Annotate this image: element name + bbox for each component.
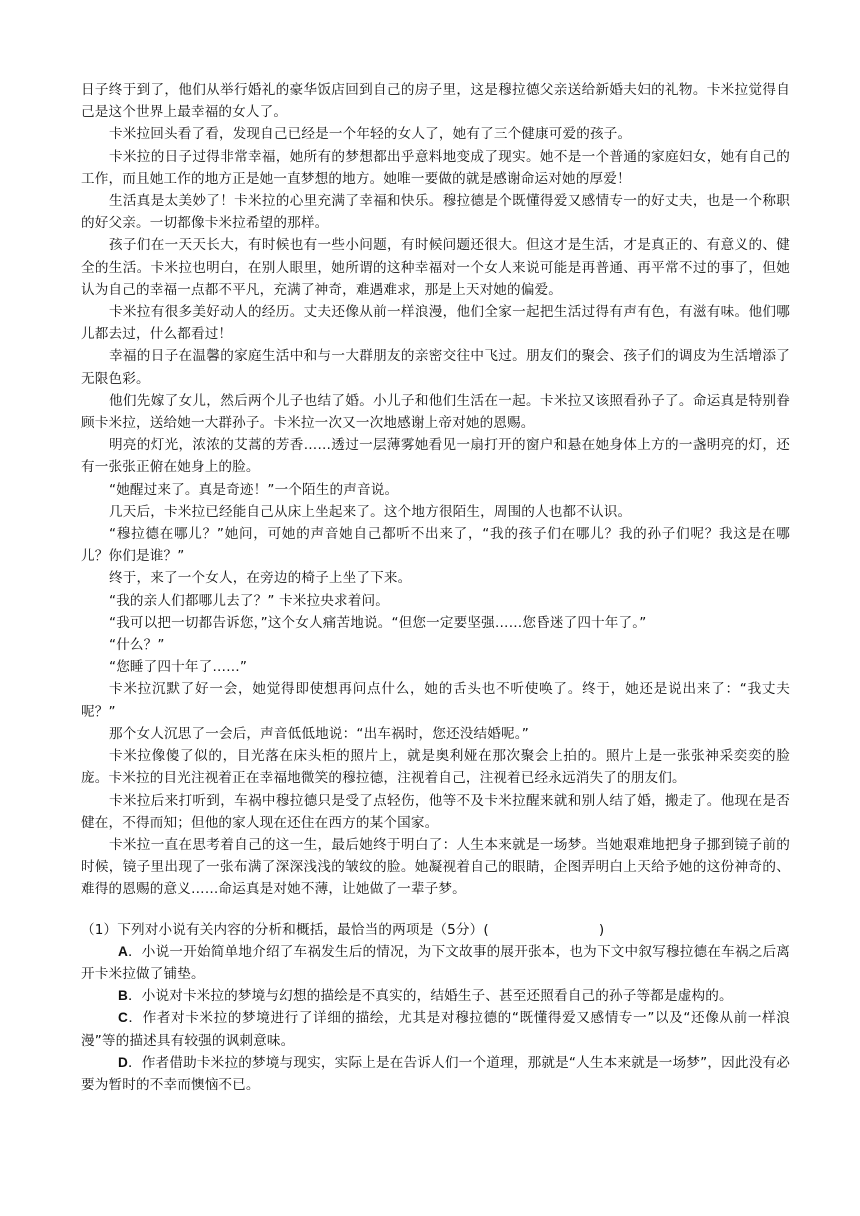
story-paragraph: 卡米拉回头看了看，发现自己已经是一个年轻的女人了，她有了三个健康可爱的孩子。 — [109, 126, 632, 143]
option-b — [81, 985, 790, 1007]
story-paragraph: “我可以把一切都告诉您，”这个女人痛苦地说。“但您一定要坚强……您昏迷了四十年了。” — [109, 614, 647, 631]
story-paragraph: “她醒过来了。真是奇迹！”一个陌生的声音说。 — [109, 481, 399, 498]
story-paragraph: 卡米拉一直在思考着自己的这一生，最后她终于明白了：人生本来就是一场梦。当她艰难地把身子挪到镜子前的时候，镜子里出现了一张布满了深深浅浅的皱纹的脸。她凝视着自己的眼睛，企图弄明白上天给予她的这份神奇的、难得的恩赐的意义……命运真是对她不薄，让她做了一辈子梦。 — [81, 836, 790, 898]
story-paragraph: 明亮的灯光，浓浓的艾蒿的芳香……透过一层薄雾她看见一扇打开的窗户和悬在她身体上方的一盏明亮的灯，还有一张张正俯在她身上的脸。 — [81, 437, 790, 476]
story-paragraph: 卡米拉像傻了似的，目光落在床头柜的照片上，就是奥利娅在那次聚会上拍的。照片上是一张张神采奕奕的脸庞。卡米拉的目光注视着正在幸福地微笑的穆拉德，注视着自己，注视着已经永远消失了的朋友们。 — [81, 748, 790, 787]
story-paragraph: 那个女人沉思了一会后，声音低低地说：“出车祸时，您还没结婚呢。” — [109, 725, 529, 742]
option-d — [81, 1052, 790, 1096]
option-text: ．小说对卡米拉的梦境与幻想的描绘是不真实的，结婚生子、甚至还照看自己的孙子等都是虚构的。 — [127, 988, 733, 1005]
story-paragraph: “什么？” — [109, 637, 165, 654]
story-paragraph: 他们先嫁了女儿，然后两个儿子也结了婚。小儿子和他们生活在一起。卡米拉又该照看孙子了。命运真是特别眷顾卡米拉，送给她一大群孙子。卡米拉一次又一次地感谢上帝对她的恩赐。 — [81, 392, 790, 432]
question-title — [81, 919, 790, 941]
option-text: ．作者借助卡米拉的梦境与现实，实际上是在告诉人们一个道理，那就是“人生本来就是一场梦”，因此没有必要为暂时的不幸而懊恼不已。 — [81, 1054, 790, 1093]
option-letter: A — [118, 943, 128, 959]
option-text: ．小说一开始简单地介绍了车祸发生后的情况，为下文故事的展开张本，也为下文中叙写穆拉德在车祸之后离开卡米拉做了铺垫。 — [81, 943, 790, 982]
option-letter: B — [118, 988, 128, 1004]
story-paragraph: “穆拉德在哪儿？”她问，可她的声音她自己都听不出来了，“我的孩子们在哪儿？我的孙子们呢？我这是在哪儿？你们是谁？” — [81, 526, 790, 565]
option-letter: C — [118, 1010, 128, 1026]
story-paragraph: “您睡了四十年了……” — [109, 659, 248, 676]
story-paragraph: 终于，来了一个女人，在旁边的椅子上坐了下来。 — [109, 570, 412, 587]
story-paragraph: 几天后，卡米拉已经能自己从床上坐起来了。这个地方很陌生，周围的人也都不认识。 — [109, 503, 632, 520]
option-letter: D — [118, 1054, 128, 1070]
story-text — [81, 79, 790, 901]
story-paragraph: “我的亲人们都哪儿去了？” 卡米拉央求着问。 — [109, 592, 389, 609]
option-c — [81, 1007, 790, 1051]
option-text: ．作者对卡米拉的梦境进行了详细的描绘，尤其是对穆拉德的“既懂得爱又感情专一”以及“还像从前一样浪漫”等的描述具有较强的讽刺意味。 — [81, 1010, 790, 1049]
question-title-text: （1）下列对小说有关内容的分析和概括，最恰当的两项是（5分）( — [81, 921, 489, 938]
question-block — [81, 919, 790, 1097]
story-paragraph: 幸福的日子在温馨的家庭生活中和与一大群朋友的亲密交往中飞过。朋友们的聚会、孩子们的调皮为生活增添了无限色彩。 — [81, 348, 790, 387]
story-paragraph: 生活真是太美妙了！卡米拉的心里充满了幸福和快乐。穆拉德是个既懂得爱又感情专一的好丈夫，也是一个称职的好父亲。一切都像卡米拉希望的那样。 — [81, 193, 790, 232]
story-paragraph: 卡米拉后来打听到，车祸中穆拉德只是受了点轻伤，他等不及卡米拉醒来就和别人结了婚，搬走了。他现在是否健在，不得而知；但他的家人现在还住在西方的某个国家。 — [81, 792, 790, 831]
story-paragraph: 卡米拉沉默了好一会，她觉得即使想再问点什么，她的舌头也不听使唤了。终于，她还是说出来了：“我丈夫呢？” — [81, 681, 790, 720]
story-paragraph: 日子终于到了，他们从举行婚礼的豪华饭店回到自己的房子里，这是穆拉德父亲送给新婚夫妇的礼物。卡米拉觉得自己是这个世界上最幸福的女人了。 — [81, 82, 790, 121]
story-paragraph: 孩子们在一天天长大，有时候也有一些小问题，有时候问题还很大。但这才是生活，才是真正的、有意义的、健全的生活。卡米拉也明白，在别人眼里，她所谓的这种幸福对一个女人来说可能是再普通、再平常不过的事了，但她认为自己的幸福一点都不平凡，充满了神奇，难遇难求，那是上天对她的偏爱。 — [81, 237, 790, 298]
question-title-close: ) — [598, 921, 605, 938]
story-paragraph: 卡米拉的日子过得非常幸福，她所有的梦想都出乎意料地变成了现实。她不是一个普通的家庭妇女，她有自己的工作，而且她工作的地方正是她一直梦想的地方。她唯一要做的就是感谢命运对她的厚爱！ — [81, 148, 790, 187]
story-paragraph: 卡米拉有很多美好动人的经历。丈夫还像从前一样浪漫，他们全家一起把生活过得有声有色，有滋有味。他们哪儿都去过，什么都看过！ — [81, 304, 790, 343]
option-a — [81, 941, 790, 985]
